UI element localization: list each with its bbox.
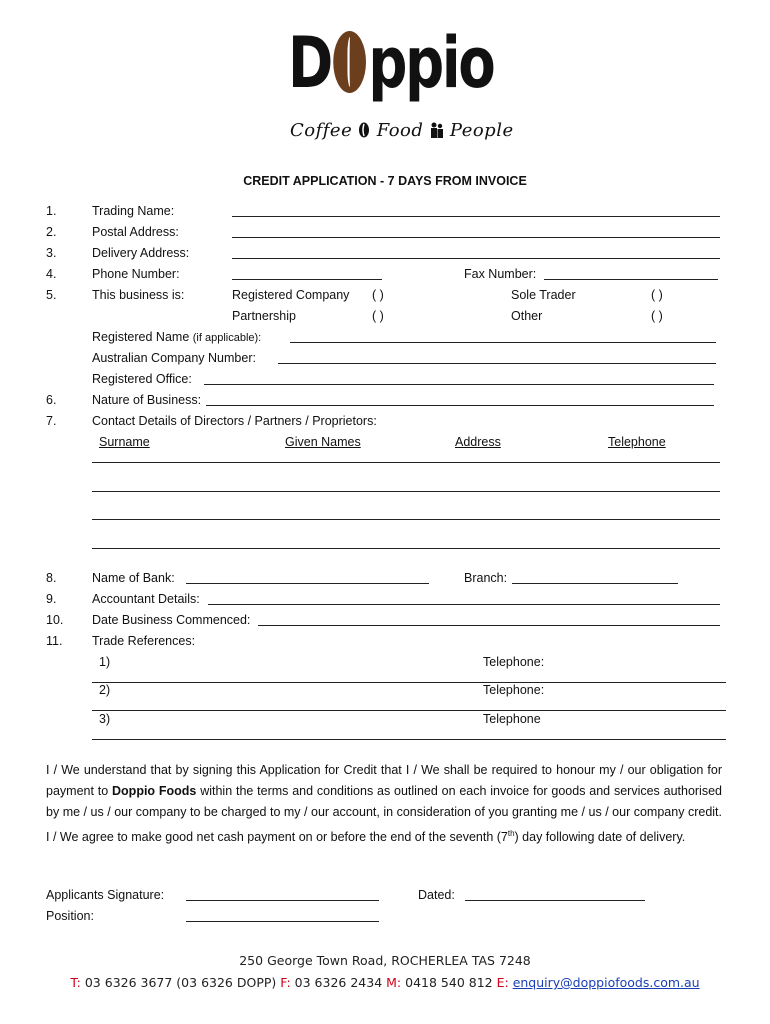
reference-2-telephone-label: Telephone: bbox=[483, 683, 545, 697]
trading-name-field[interactable] bbox=[232, 216, 720, 217]
postal-address-field[interactable] bbox=[232, 237, 720, 238]
item-number-5: 5. bbox=[46, 288, 57, 302]
agreement-brand: Doppio Foods bbox=[112, 784, 197, 798]
nature-of-business-field[interactable] bbox=[206, 405, 714, 406]
logo-letters: ppio bbox=[368, 22, 494, 104]
registered-name-label bbox=[92, 330, 261, 344]
agreement-text-2: within the terms and conditions as outlined on each invoice for goods and services authorised by me / us / our company to be charged to my / our account, in consideration of you granting me / us / our company credit. I / We agree to make good net cash payment on or before the end of the seventh (7 bbox=[46, 784, 722, 845]
option-sole-trader: Sole Trader bbox=[511, 288, 576, 302]
date-commenced-label: Date Business Commenced: bbox=[92, 613, 251, 627]
nature-of-business-label: Nature of Business: bbox=[92, 393, 202, 407]
dated-field[interactable] bbox=[465, 900, 645, 901]
fax-number-label: Fax Number: bbox=[464, 267, 537, 281]
agreement-superscript: th bbox=[507, 829, 515, 838]
item-number-9: 9. bbox=[46, 592, 57, 606]
footer-fax-label: F: bbox=[280, 975, 291, 990]
contact-row-3[interactable] bbox=[92, 519, 720, 520]
footer-contacts bbox=[0, 975, 770, 990]
reference-1-telephone-label: Telephone: bbox=[483, 655, 545, 669]
coffee-bean-small-icon bbox=[358, 122, 370, 138]
item-number-11: 11. bbox=[46, 634, 63, 648]
reference-2-field[interactable] bbox=[92, 710, 726, 711]
column-surname: Surname bbox=[99, 435, 150, 449]
trading-name-label: Trading Name: bbox=[92, 204, 175, 218]
bank-name-field[interactable] bbox=[186, 583, 429, 584]
contact-row-1[interactable] bbox=[92, 462, 720, 463]
footer-mobile-value: 0418 540 812 bbox=[405, 975, 493, 990]
agreement-paragraph bbox=[46, 760, 722, 848]
contact-details-label: Contact Details of Directors / Partners / Proprietors: bbox=[92, 414, 377, 428]
option-partnership: Partnership bbox=[232, 309, 296, 323]
item-number-3: 3. bbox=[46, 246, 57, 260]
registered-name-text: Registered Name bbox=[92, 330, 190, 344]
acn-label: Australian Company Number: bbox=[92, 351, 256, 365]
agreement-text-3: ) day following date of delivery. bbox=[514, 830, 686, 845]
business-type-label: This business is: bbox=[92, 288, 185, 302]
branch-field[interactable] bbox=[512, 583, 678, 584]
reference-1-field[interactable] bbox=[92, 682, 726, 683]
option-registered-company: Registered Company bbox=[232, 288, 350, 302]
applicant-signature-label: Applicants Signature: bbox=[46, 888, 165, 902]
footer-email-link[interactable]: enquiry@doppiofoods.com.au bbox=[512, 975, 700, 990]
delivery-address-label: Delivery Address: bbox=[92, 246, 190, 260]
acn-field[interactable] bbox=[278, 363, 716, 364]
reference-1-number: 1) bbox=[99, 655, 111, 669]
dated-label: Dated: bbox=[418, 888, 455, 902]
bank-name-label: Name of Bank: bbox=[92, 571, 175, 585]
option-other: Other bbox=[511, 309, 543, 323]
footer-phone-label: T: bbox=[70, 975, 81, 990]
accountant-details-label: Accountant Details: bbox=[92, 592, 200, 606]
postal-address-label: Postal Address: bbox=[92, 225, 179, 239]
item-number-8: 8. bbox=[46, 571, 57, 585]
tagline-coffee: Coffee bbox=[290, 120, 353, 141]
footer-email-label: E: bbox=[496, 975, 509, 990]
column-given-names: Given Names bbox=[285, 435, 361, 449]
date-commenced-field[interactable] bbox=[258, 625, 720, 626]
phone-number-label: Phone Number: bbox=[92, 267, 180, 281]
checkbox-other[interactable]: ( ) bbox=[651, 309, 663, 323]
footer-address: 250 George Town Road, ROCHERLEA TAS 7248 bbox=[239, 953, 531, 968]
item-number-7: 7. bbox=[46, 414, 57, 428]
reference-2-number: 2) bbox=[99, 683, 111, 697]
people-icon bbox=[430, 122, 444, 138]
logo-letter-d: D bbox=[288, 22, 331, 104]
delivery-address-field[interactable] bbox=[232, 258, 720, 259]
registered-office-label: Registered Office: bbox=[92, 372, 192, 386]
applicant-signature-field[interactable] bbox=[186, 900, 379, 901]
item-number-4: 4. bbox=[46, 267, 57, 281]
checkbox-partnership[interactable]: ( ) bbox=[372, 309, 384, 323]
item-number-6: 6. bbox=[46, 393, 57, 407]
tagline-people: People bbox=[449, 120, 514, 141]
form-title: CREDIT APPLICATION - 7 DAYS FROM INVOICE bbox=[243, 174, 527, 188]
item-number-10: 10. bbox=[46, 613, 64, 627]
position-label: Position: bbox=[46, 909, 94, 923]
reference-3-field[interactable] bbox=[92, 739, 726, 740]
item-number-1: 1. bbox=[46, 204, 57, 218]
checkbox-sole-trader[interactable]: ( ) bbox=[651, 288, 663, 302]
trade-references-label: Trade References: bbox=[92, 634, 196, 648]
checkbox-registered-company[interactable]: ( ) bbox=[372, 288, 384, 302]
reference-3-telephone-label: Telephone bbox=[483, 712, 541, 726]
column-address: Address bbox=[455, 435, 501, 449]
phone-number-field[interactable] bbox=[232, 279, 382, 280]
tagline-food: Food bbox=[376, 120, 424, 141]
registered-name-note: (if applicable): bbox=[192, 332, 262, 344]
footer-mobile-label: M: bbox=[386, 975, 402, 990]
fax-number-field[interactable] bbox=[544, 279, 718, 280]
agreement-text-1: I / We understand that by signing this Application for Credit that I / We shall be required to honour my / our obligation for payment to bbox=[46, 763, 722, 798]
accountant-details-field[interactable] bbox=[208, 604, 720, 605]
registered-name-field[interactable] bbox=[290, 342, 716, 343]
footer-fax-value: 03 6326 2434 bbox=[294, 975, 383, 990]
doppio-logo bbox=[288, 22, 493, 104]
registered-office-field[interactable] bbox=[204, 384, 714, 385]
footer-phone-value: 03 6326 3677 (03 6326 DOPP) bbox=[84, 975, 277, 990]
position-field[interactable] bbox=[186, 921, 379, 922]
coffee-bean-icon bbox=[333, 31, 366, 93]
contact-row-2[interactable] bbox=[92, 491, 720, 492]
reference-3-number: 3) bbox=[99, 712, 111, 726]
item-number-2: 2. bbox=[46, 225, 57, 239]
contact-row-4[interactable] bbox=[92, 548, 720, 549]
branch-label: Branch: bbox=[464, 571, 508, 585]
column-telephone: Telephone bbox=[608, 435, 666, 449]
logo-tagline bbox=[290, 120, 514, 141]
